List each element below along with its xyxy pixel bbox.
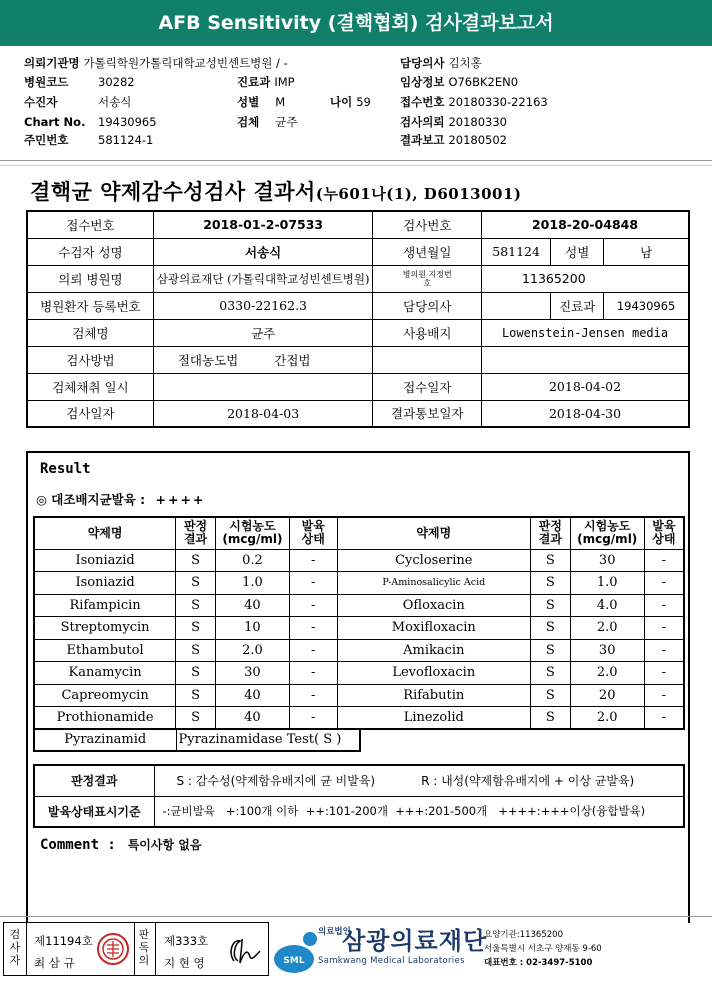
info-label: 병의원 지정번호 <box>373 265 482 292</box>
header-value: 581124-1 <box>98 133 154 147</box>
patient-info-table <box>26 210 690 428</box>
drug-name: P-Aminosalicylic Acid <box>337 572 530 595</box>
organization-address <box>484 928 602 970</box>
dept-value: IMP <box>274 75 295 89</box>
dept-label: 진료과 <box>237 75 271 89</box>
document-title-code: (누601나(1), D6013001) <box>315 185 522 203</box>
info-label: 검사방법 <box>27 346 153 373</box>
organization-phone: 대표번호 : 02-3497-5100 <box>484 958 593 968</box>
divider <box>155 923 156 975</box>
growth-status: - <box>644 572 684 595</box>
concentration: 1.0 <box>215 572 289 595</box>
header-value: 서송식 <box>98 95 132 109</box>
header-label: 주민번호 <box>24 133 69 147</box>
column-header-drug: 약제명 <box>34 517 176 549</box>
info-label: 검체명 <box>27 319 153 346</box>
judgement: S <box>530 639 570 662</box>
test-method-2: 간접법 <box>274 352 311 368</box>
patient-sex: 남 <box>604 238 689 265</box>
legend-label: 발육상태표시기준 <box>34 796 154 827</box>
examiner-label-text: 검사자 <box>9 928 21 967</box>
pyrazinamid-result: Pyrazinamidase Test( S ) <box>176 729 360 751</box>
concentration: 2.0 <box>215 639 289 662</box>
judgement: S <box>530 662 570 685</box>
judgement: S <box>176 639 216 662</box>
department-value: 19430965 <box>604 292 689 319</box>
header-value: 김치홍 <box>448 56 482 70</box>
concentration: 40 <box>215 684 289 707</box>
drug-name: Ofloxacin <box>337 594 530 617</box>
sex-label: 성별 <box>237 95 260 109</box>
organization-name: 삼광의료재단 <box>342 927 488 955</box>
header-value: 20180330-22163 <box>448 95 548 109</box>
reviewer-name: 지 현 영 <box>164 956 205 970</box>
growth-status: - <box>644 594 684 617</box>
header-label: 임상정보 <box>400 75 445 89</box>
report-date: 2018-04-30 <box>482 400 689 427</box>
column-header-growth: 발육 상태 <box>289 517 337 549</box>
growth-status: - <box>289 572 337 595</box>
drug-name: Linezolid <box>337 707 530 730</box>
concentration: 1.0 <box>570 572 644 595</box>
column-header-judge: 판정 결과 <box>176 517 216 549</box>
judgement: S <box>530 594 570 617</box>
drug-row <box>34 594 684 617</box>
header-label: 의뢰기관명 <box>24 56 80 70</box>
specimen-value: 균주 <box>275 115 298 129</box>
concentration: 30 <box>215 662 289 685</box>
specimen-name: 균주 <box>153 319 373 346</box>
info-label: 검사일자 <box>27 400 153 427</box>
header-label: Chart No. <box>24 115 86 129</box>
drug-row <box>34 707 684 730</box>
test-number: 2018-20-04848 <box>482 211 689 238</box>
header-value: 19430965 <box>98 115 157 129</box>
divider <box>26 923 27 975</box>
comment-label: Comment : <box>40 837 116 853</box>
growth-status: - <box>644 617 684 640</box>
pyrazinamid-row <box>33 728 361 752</box>
header-label: 수진자 <box>24 95 58 109</box>
drug-name: Rifampicin <box>34 594 176 617</box>
header-value: 20180330 <box>448 115 507 129</box>
info-label: 생년월일 <box>373 238 482 265</box>
judgement: S <box>530 707 570 730</box>
concentration: 2.0 <box>570 617 644 640</box>
document-title-text: 결핵균 약제감수성검사 결과서 <box>30 179 316 204</box>
info-label: 병원환자 등록번호 <box>27 292 153 319</box>
judgement: S <box>176 684 216 707</box>
info-label: 접수일자 <box>373 373 482 400</box>
concentration: 4.0 <box>570 594 644 617</box>
header-label: 병원코드 <box>24 75 69 89</box>
concentration: 10 <box>215 617 289 640</box>
info-label: 진료과 <box>551 292 604 319</box>
growth-status: - <box>289 684 337 707</box>
logo-text: SML <box>283 956 305 966</box>
reviewer-label-text: 판독의 <box>138 928 150 967</box>
column-header-growth: 발육 상태 <box>644 517 684 549</box>
judgement: S <box>530 684 570 707</box>
reviewer-number: 제333호 <box>164 934 209 948</box>
organization-corp: 의료법인 <box>318 927 351 937</box>
judgement: S <box>530 572 570 595</box>
concentration: 0.2 <box>215 549 289 572</box>
comment-text: 특이사항 없음 <box>127 838 202 852</box>
concentration: 30 <box>570 639 644 662</box>
drug-name: Kanamycin <box>34 662 176 685</box>
growth-status: - <box>644 684 684 707</box>
concentration: 20 <box>570 684 644 707</box>
info-label: 사용배지 <box>373 319 482 346</box>
drug-name: Pyrazinamid <box>34 729 176 751</box>
growth-status: - <box>644 549 684 572</box>
examiner-number: 제11194호 <box>34 934 93 948</box>
header-divider <box>0 165 712 166</box>
header-value: 가톨릭학원가톨릭대학교성빈센트병원 / - <box>83 56 288 70</box>
result-label: Result <box>40 461 91 477</box>
report-banner-title: AFB Sensitivity (결핵협회) 검사결과보고서 <box>0 0 712 46</box>
age-value: 59 <box>356 95 371 109</box>
growth-status: - <box>289 594 337 617</box>
patient-name: 서송식 <box>153 238 373 265</box>
drug-row <box>34 572 684 595</box>
judgement: S <box>176 594 216 617</box>
header-label: 검사의뢰 <box>400 115 445 129</box>
concentration: 2.0 <box>570 662 644 685</box>
info-label: 검사번호 <box>373 211 482 238</box>
collection-date <box>153 373 373 400</box>
footer-divider <box>0 916 712 917</box>
info-label: 접수번호 <box>27 211 153 238</box>
info-label: 담당의사 <box>373 292 482 319</box>
examiner-label <box>6 928 24 967</box>
hospital-code: 11365200 <box>482 265 689 292</box>
drug-name: Prothionamide <box>34 707 176 730</box>
info-label: 검체채취 일시 <box>27 373 153 400</box>
drug-name: Moxifloxacin <box>337 617 530 640</box>
culture-media: Lowenstein-Jensen media <box>482 319 689 346</box>
concentration: 2.0 <box>570 707 644 730</box>
legend-growth: -:균비발육 +:100개 이하 ++:101-200개 +++:201-500개 ++++:+++이상(융합발육) <box>154 796 684 827</box>
drug-row <box>34 617 684 640</box>
reviewer-label <box>135 928 153 967</box>
test-date: 2018-04-03 <box>153 400 373 427</box>
info-label: 의뢰 병원명 <box>27 265 153 292</box>
growth-status: - <box>289 549 337 572</box>
column-header-concentration: 시험농도 (mcg/ml) <box>570 517 644 549</box>
drug-row <box>34 639 684 662</box>
growth-status: - <box>289 662 337 685</box>
legend-label: 판정결과 <box>34 765 154 796</box>
birth-date: 581124 <box>482 238 551 265</box>
header-divider <box>0 160 712 161</box>
info-label: 수검자 성명 <box>27 238 153 265</box>
document-title <box>30 176 521 206</box>
control-growth <box>36 490 205 508</box>
accept-date: 2018-04-02 <box>482 373 689 400</box>
specimen-label: 검체 <box>237 115 260 129</box>
concentration: 30 <box>570 549 644 572</box>
receipt-number: 2018-01-2-07533 <box>153 211 373 238</box>
comment <box>40 836 201 853</box>
legend-s: S : 감수성(약제함유배지에 균 비발육) <box>176 774 376 789</box>
judgement: S <box>176 617 216 640</box>
info-label: 결과통보일자 <box>373 400 482 427</box>
organization-english: Samkwang Medical Laboratories <box>318 956 465 966</box>
info-label: 성별 <box>551 238 604 265</box>
judgement: S <box>530 549 570 572</box>
judgement: S <box>176 707 216 730</box>
header-value: 30282 <box>98 75 135 89</box>
drug-name: Isoniazid <box>34 549 176 572</box>
registration-number: 0330-22162.3 <box>153 292 373 319</box>
header-label: 접수번호 <box>400 95 445 109</box>
growth-status: - <box>289 617 337 640</box>
legend-judgement <box>154 765 684 796</box>
growth-status: - <box>644 662 684 685</box>
column-header-drug: 약제명 <box>337 517 530 549</box>
header-value: O76BK2EN0 <box>448 75 519 89</box>
column-header-concentration: 시험농도 (mcg/ml) <box>215 517 289 549</box>
header-value: 20180502 <box>448 133 507 147</box>
drug-name: Capreomycin <box>34 684 176 707</box>
column-header-judge: 판정 결과 <box>530 517 570 549</box>
control-growth-value: ++++ <box>155 492 206 507</box>
drug-name: Streptomycin <box>34 617 176 640</box>
signature-block <box>3 922 269 976</box>
concentration: 40 <box>215 707 289 730</box>
judgement: S <box>530 617 570 640</box>
drug-name: Amikacin <box>337 639 530 662</box>
age-label: 나이 <box>330 95 353 109</box>
drug-row <box>34 662 684 685</box>
legend-r: R : 내성(약제함유배지에 + 이상 균발육) <box>421 774 635 789</box>
test-method-1: 절대농도법 <box>177 352 239 368</box>
judgement: S <box>176 662 216 685</box>
growth-status: - <box>289 639 337 662</box>
drug-name: Levofloxacin <box>337 662 530 685</box>
judgement: S <box>176 549 216 572</box>
drug-sensitivity-table <box>33 516 685 730</box>
organization-code: 요양기관:11365200 <box>484 930 563 940</box>
drug-name: Rifabutin <box>337 684 530 707</box>
drug-row <box>34 549 684 572</box>
growth-status: - <box>644 639 684 662</box>
growth-status: - <box>289 707 337 730</box>
concentration: 40 <box>215 594 289 617</box>
organization-location: 서울특별시 서초구 양재동 9-60 <box>484 944 602 954</box>
header-label: 결과보고 <box>400 133 445 147</box>
control-growth-label: ◎ 대조배지균발육 : <box>36 492 146 507</box>
hospital-name: 삼광의료재단 (가톨릭대학교성빈센트병원) <box>153 265 373 292</box>
examiner-name: 최 삼 규 <box>34 956 75 970</box>
header-label: 담당의사 <box>400 56 445 70</box>
test-method <box>153 346 373 373</box>
signature-scribble-icon <box>224 931 264 969</box>
sex-value: M <box>275 95 286 109</box>
doctor-name <box>482 292 551 319</box>
examiner-seal-icon <box>96 931 130 967</box>
legend-table <box>33 764 685 828</box>
drug-row <box>34 684 684 707</box>
growth-status: - <box>644 707 684 730</box>
drug-name: Ethambutol <box>34 639 176 662</box>
drug-name: Isoniazid <box>34 572 176 595</box>
judgement: S <box>176 572 216 595</box>
drug-name: Cycloserine <box>337 549 530 572</box>
